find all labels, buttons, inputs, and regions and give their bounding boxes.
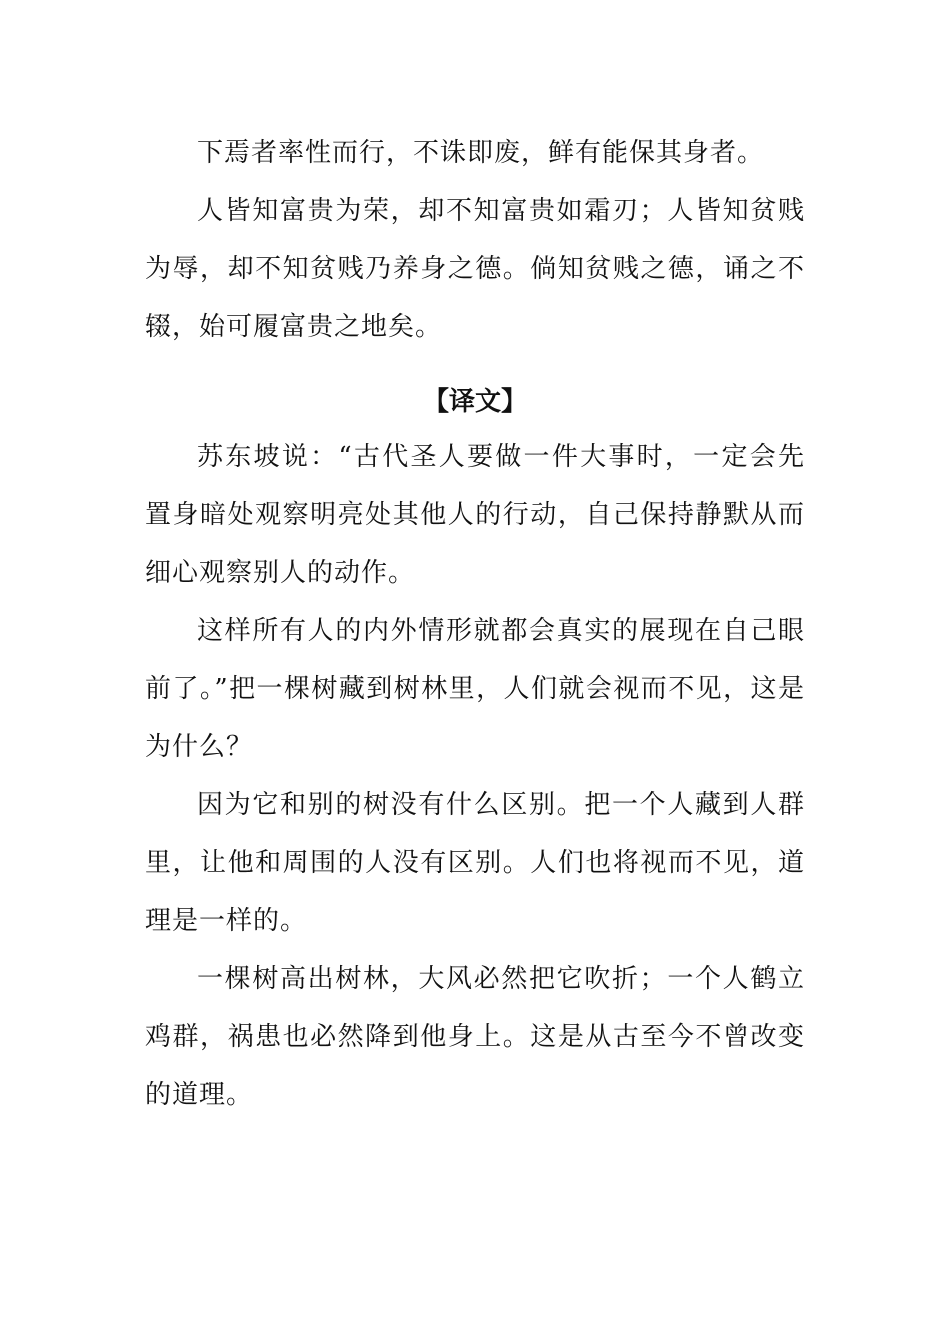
translation-paragraph-4: 一棵树高出树林，大风必然把它吹折；一个人鹤立鸡群，祸患也必然降到他身上。这是从古至今不曾改变的道理。 (145, 964, 805, 1110)
translation-paragraph-3: 因为它和别的树没有什么区别。把一个人藏到人群里，让他和周围的人没有区别。人们也将视而不见，道理是一样的。 (145, 790, 805, 936)
original-text-section (145, 124, 805, 356)
translation-paragraph-2: 这样所有人的内外情形就都会真实的展现在自己眼前了。”把一棵树藏到树林里，人们就会视而不见，这是为什么？ (145, 616, 805, 762)
original-paragraph-1: 下焉者率性而行，不诛即废，鲜有能保其身者。 (197, 138, 765, 168)
translation-text-section (145, 428, 805, 1124)
translation-heading: 【译文】 (422, 387, 527, 417)
original-paragraph-2: 人皆知富贵为荣，却不知富贵如霜刃；人皆知贫贱为辱，却不知贫贱乃养身之德。倘知贫贱之德，诵之不辍，始可履富贵之地矣。 (145, 196, 805, 342)
translation-paragraph-1: 苏东坡说：“古代圣人要做一件大事时，一定会先置身暗处观察明亮处其他人的行动，自己保持静默从而细心观察别人的动作。 (145, 442, 805, 588)
